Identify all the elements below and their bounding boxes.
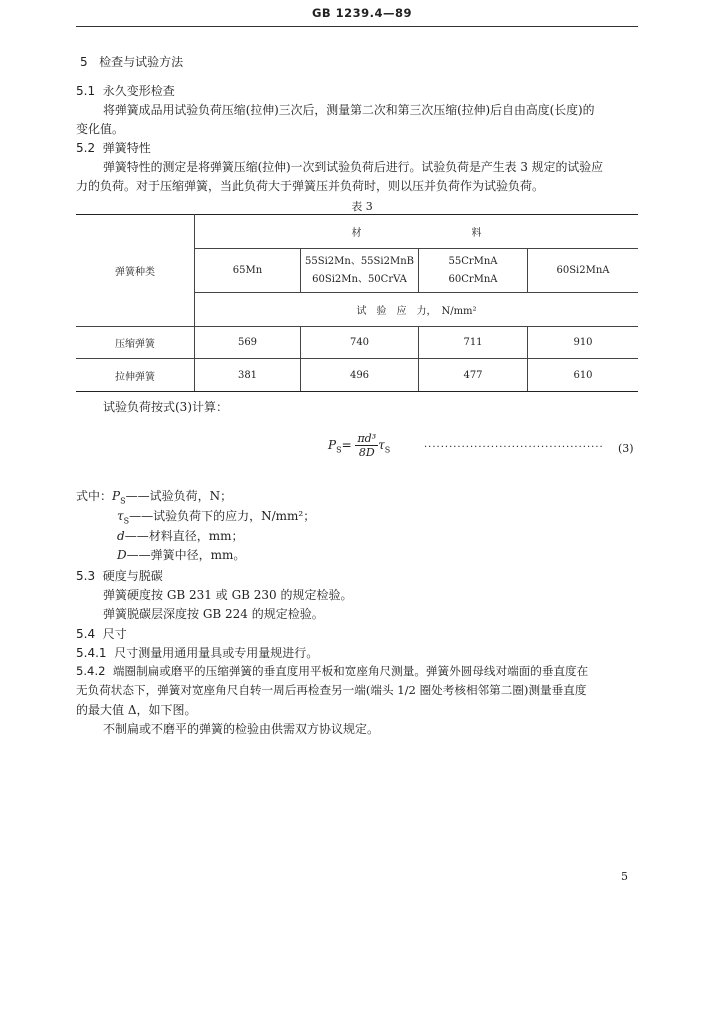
row-header-cell: 弹簧种类 <box>76 215 195 327</box>
section-number: 5 <box>80 55 88 69</box>
subsection-title: 硬度与脱碳 <box>102 569 163 583</box>
material-name: 60Si2Mn、50CrVA <box>312 273 407 285</box>
subsection-number: 5.3 <box>76 569 96 583</box>
value-cell: 569 <box>195 327 301 359</box>
section-5-1-heading <box>76 82 175 99</box>
legend-line <box>117 507 315 525</box>
section-5-4-1 <box>76 644 318 661</box>
formula-leader-dots: ··········································· <box>424 442 604 453</box>
legend-description: ——材料直径，mm； <box>124 529 244 543</box>
legend-symbol: d <box>117 529 125 543</box>
material-header-cell <box>195 215 639 249</box>
paragraph-line: 力的负荷。对于压缩弹簧，当此负荷大于弹簧压并负荷时，则以压并负荷作为试验负荷。 <box>76 179 545 193</box>
legend-symbol: τ <box>117 509 124 523</box>
spring-type-cell: 压缩弹簧 <box>76 327 195 359</box>
legend-symbol-subscript: S <box>123 516 130 526</box>
subsection-title: 尺寸 <box>102 627 127 641</box>
legend-description: ——试验负荷，N； <box>125 489 233 503</box>
value-cell: 477 <box>419 359 528 392</box>
material-cell <box>419 249 528 293</box>
material-label-1: 材 <box>351 228 362 239</box>
legend-symbol-subscript: S <box>120 496 126 506</box>
paragraph-line: 无负荷状态下，弹簧对宽座角尺自转一周后再检查另一端(端头 1/2 圈处考核相邻第二圈)测量垂直度 <box>76 683 587 697</box>
paragraph-line: 的最大值 Δ，如下图。 <box>76 703 197 717</box>
table-3 <box>76 214 638 392</box>
value-cell: 711 <box>419 327 528 359</box>
paragraph-line: 变化值。 <box>76 122 125 136</box>
legend-line <box>117 527 243 544</box>
legend-description: ——弹簧中径，mm。 <box>126 548 246 562</box>
section-5-3-heading <box>76 567 163 584</box>
table-row <box>76 327 638 359</box>
formula-lhs-subscript: S <box>336 445 342 455</box>
material-cell <box>301 249 419 293</box>
paragraph-line: 弹簧硬度按 GB 231 或 GB 230 的规定检验。 <box>103 588 353 602</box>
legend-line <box>76 487 232 505</box>
spring-type-cell: 拉伸弹簧 <box>76 359 195 392</box>
paragraph-text: 尺寸测量用通用量具或专用量规进行。 <box>114 646 319 660</box>
subsection-number: 5.2 <box>76 141 96 155</box>
material-name: 60CrMnA <box>448 273 498 285</box>
formula-lhs: P <box>328 438 337 452</box>
formula-intro: 试验负荷按式(3)计算： <box>103 400 228 414</box>
material-name: 55CrMnA <box>448 255 498 267</box>
formula-tau: τ <box>378 438 385 452</box>
paragraph-line: 弹簧特性的测定是将弹簧压缩(拉伸)一次到试验负荷后进行。试验负荷是产生表 3 规定的试验应 <box>103 160 604 174</box>
legend-line <box>117 546 245 563</box>
legend-symbol: D <box>117 548 127 562</box>
formula-fraction <box>355 432 378 459</box>
legend-symbol: P <box>112 489 121 503</box>
value-cell: 496 <box>301 359 419 392</box>
section-5-4-heading <box>76 625 127 642</box>
formula-equals: = <box>341 438 352 452</box>
value-cell: 381 <box>195 359 301 392</box>
formula-numerator: πd³ <box>357 432 377 445</box>
subsection-number: 5.4.1 <box>76 646 107 660</box>
paragraph-line: 将弹簧成品用试验负荷压缩(拉伸)三次后，测量第二次和第三次压缩(拉伸)后自由高度(长度)的 <box>103 103 595 117</box>
value-cell: 740 <box>301 327 419 359</box>
material-cell: 65Mn <box>195 249 301 293</box>
value-cell: 610 <box>528 359 639 392</box>
subsection-number: 5.1 <box>76 84 96 98</box>
section-5-2-heading <box>76 139 151 156</box>
legend-prefix: 式中： <box>76 489 113 503</box>
material-name: 55Si2Mn、55Si2MnB <box>305 255 414 267</box>
formula-denominator: 8D <box>358 446 375 459</box>
subsection-number: 5.4 <box>76 627 96 641</box>
section-5-heading <box>80 53 183 70</box>
section-5-4-2 <box>76 663 588 679</box>
material-cell: 60Si2MnA <box>528 249 639 293</box>
formula-tau-subscript: S <box>384 445 391 455</box>
legend-description: ——试验负荷下的应力，N/mm²； <box>129 509 316 523</box>
table-row <box>76 359 638 392</box>
subsection-title: 弹簧特性 <box>102 141 151 155</box>
standard-code-header: GB 1239.4—89 <box>311 6 413 20</box>
value-cell: 910 <box>528 327 639 359</box>
formula-3 <box>328 432 390 459</box>
formula-number: (3) <box>618 442 634 455</box>
material-label-2: 料 <box>471 228 482 239</box>
paragraph-line: 弹簧脱碳层深度按 GB 224 的规定检验。 <box>103 607 324 621</box>
header-rule <box>76 26 638 27</box>
paragraph-line: 不制扁或不磨平的弹簧的检验由供需双方协议规定。 <box>103 722 380 736</box>
table-caption: 表 3 <box>351 200 373 213</box>
stress-label-cell: 试 验 应 力， N/mm² <box>195 293 639 327</box>
subsection-title: 永久变形检查 <box>102 84 175 98</box>
paragraph-text: 端圈制扁或磨平的压缩弹簧的垂直度用平板和宽座角尺测量。弹簧外圆母线对端面的垂直度在 <box>112 664 589 678</box>
subsection-number: 5.4.2 <box>76 664 106 678</box>
page-number: 5 <box>621 870 628 883</box>
section-title: 检查与试验方法 <box>99 55 184 69</box>
